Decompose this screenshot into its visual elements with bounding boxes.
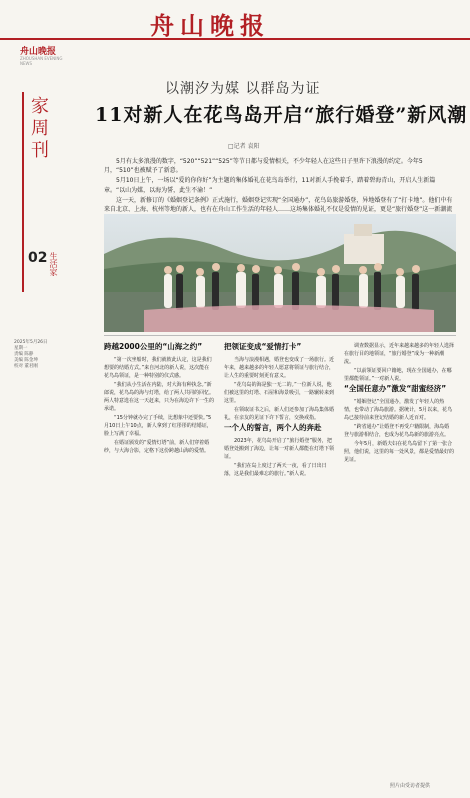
- column-paragraph: 当海与浪漫相遇，婚登也变成了一场旅行。近年来，越来越多的年轻人愿意将领证与旅行结合，让人生的重要时刻更有意义。: [224, 357, 335, 379]
- meta-line: 责编 陈静: [14, 352, 34, 357]
- column-paragraph: “15分钟就办完了手续，比想象中还要快。”5月10日上午10点，新人拿到了红彤彤的结婚证，脸上写满了幸福。: [104, 415, 212, 437]
- sidebar-logo-sub: ZHOUSHAN EVENING NEWS: [20, 56, 63, 66]
- column-paragraph: “第一次坐船时，我们就彼此认定，这是我们想要的结婚方式。”来自河北的新人说，这次能在花鸟岛领证，是一种特别的仪式感。: [104, 357, 212, 379]
- column-paragraph: “我们在岛上度过了两天一夜，看了日出日落，这是我们最难忘的旅行。”新人说。: [224, 463, 327, 477]
- column-paragraph: 2023年，花鸟岛开启了“旅行婚登”服务，把婚登处搬到了海边，让每一对新人都能在灯塔下领证。: [224, 438, 335, 460]
- column-paragraph: “跨省通办”让婚登不再受户籍限制，海岛婚登与旅游相结合，也成为花鸟岛新的旅游亮点。: [344, 424, 450, 438]
- article-column-2: [224, 342, 334, 479]
- column-paragraph: “我们从小生活在内陆，对大海有种执念。”新郎说，花鸟岛的海与灯塔，给了两人共同的回忆。两人特意选在这一天赶来，只为在海边许下一生的承诺。: [104, 382, 215, 412]
- issue-meta: [14, 340, 62, 370]
- meta-line: 美编 陈金坤: [14, 358, 38, 363]
- sidebar: [0, 40, 70, 798]
- column-paragraph: 调查数据显示，近年来越来越多的年轻人选择在旅行目的地领证，“旅行婚登”成为一种新潮流。: [344, 343, 455, 365]
- section-title: 家周刊: [28, 96, 49, 162]
- column-subheading: 一个人的誓言，两个人的奔赴: [224, 423, 322, 432]
- column-subheading: “全国任意办”激发“甜蜜经济”: [344, 384, 447, 393]
- column-heading: 把领证变成“爱情打卡”: [224, 342, 302, 351]
- photo-credit: 照片由受访者提供: [390, 783, 431, 789]
- column-paragraph: 在婚证颁发的“爱情灯塔”前，新人们穿着婚纱，与大海合影，定格下这份跨越山海的爱情。: [104, 440, 210, 454]
- lead-paragraph: 5月10日上午，一场以“爱的你你好”为主题的集体婚礼在花鸟岛举行，11对新人手挽着手，踏着碧海青山，开启人生新篇章。“以山为媒，以海为誓，此生不渝！”: [104, 177, 436, 194]
- page-number: 02: [28, 250, 48, 266]
- lead-paragraph: 5月有太多浪漫的数字，“520”“521”“525”等节日都与爱情相关，不少年轻人在这些日子里许下浪漫的约定。今年5月，“510”也被赋予了新意。: [104, 158, 423, 175]
- column-paragraph: 在领取证书之后，新人们还参加了海岛集体婚礼，在亲友的见证下许下誓言，交换戒指。: [224, 407, 335, 421]
- kicker: 以潮汐为媒 以群岛为证: [165, 81, 321, 97]
- masthead: [0, 0, 470, 40]
- column-paragraph: “婚姻登记”全国通办，激发了年轻人的热情，也带动了海岛旅游。据统计，5月以来，花鸟岛已接待前来登记结婚的新人近百对。: [344, 399, 453, 421]
- newspaper-name: 舟山晚报: [150, 11, 270, 40]
- divider: [104, 335, 456, 336]
- wedding-group-photo: [104, 214, 456, 332]
- column-paragraph: 今年5月，新婚夫妇在花鸟岛留下了第一张合照，他们说，这里的每一处风景，都是爱情最好的见证。: [344, 441, 455, 463]
- sidebar-logo: 舟山晚报: [20, 47, 57, 57]
- article-column-3: [344, 342, 454, 465]
- column-paragraph: “以前领证要回户籍地，现在全国通办，在哪里都能领证。”一对新人说。: [344, 368, 452, 382]
- lead-paragraph: 这一天，新修订的《婚姻登记条例》正式施行，婚姻登记实现“全国通办”，花鸟岛旅游婚登，异地婚登有了“打卡地”。他们中有来自北京、上海、杭州等地的新人，也有在舟山工作生活的年轻人……这场集体婚礼不仅是爱情的见证，更是“旅行婚登”这一新潮流: [104, 196, 453, 214]
- meta-line: 2025年5月26日: [14, 340, 48, 345]
- article-column-1: [104, 342, 214, 456]
- byline: □记者 袁阳: [228, 143, 260, 150]
- column-heading: 跨越2000公里的“山海之约”: [104, 342, 203, 351]
- headline: 11对新人在花鸟岛开启“旅行婚登”新风潮: [95, 104, 468, 126]
- section-name: 生活家: [49, 252, 58, 276]
- column-paragraph: “花鸟岛的海是独一无二的。”一位新人说，他们被这里的灯塔、石屋和海景吸引，一路辗转来到这里。: [224, 382, 335, 404]
- meta-line: 校对 董君刚: [14, 364, 38, 369]
- meta-line: 星期一: [14, 346, 28, 351]
